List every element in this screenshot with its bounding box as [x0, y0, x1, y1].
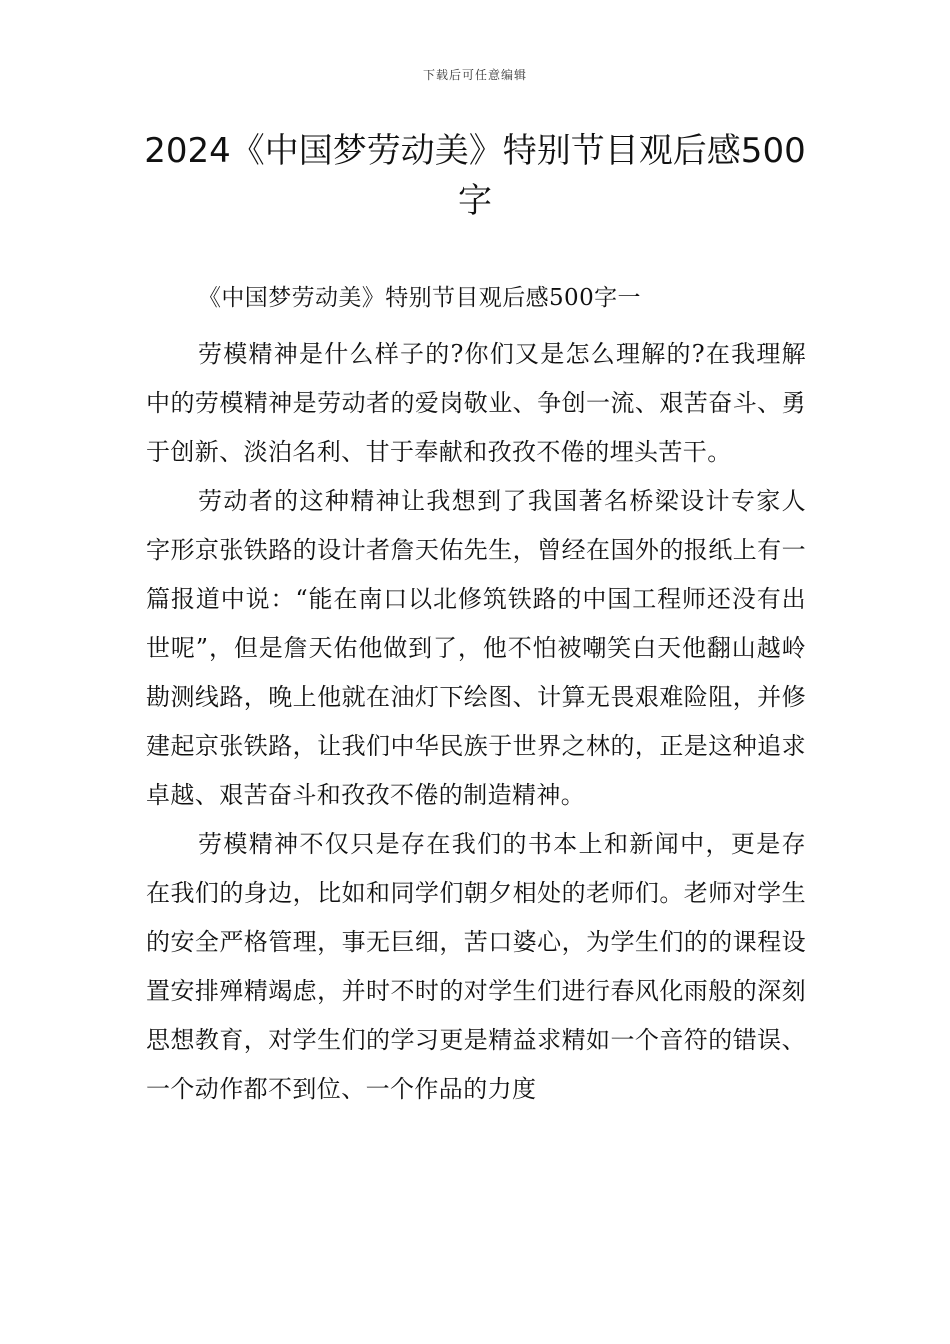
- document-body: [146, 278, 806, 1114]
- paragraph-2: 劳动者的这种精神让我想到了我国著名桥梁设计专家人字形京张铁路的设计者詹天佑先生，曾经在国外的报纸上有一篇报道中说：“能在南口以北修筑铁路的中国工程师还没有出世呢”，但是詹天佑他做到了，他不怕被嘲笑白天他翻山越岭勘测线路，晚上他就在油灯下绘图、计算无畏艰难险阻，并修建起京张铁路，让我们中华民族于世界之林的，正是这种追求卓越、艰苦奋斗和孜孜不倦的制造精神。: [146, 487, 806, 809]
- paragraph-3: 劳模精神不仅只是存在我们的书本上和新闻中，更是存在我们的身边，比如和同学们朝夕相处的老师们。老师对学生的安全严格管理，事无巨细，苦口婆心，为学生们的的课程设置安排殚精竭虑，并时不时的对学生们进行春风化雨般的深刻思想教育，对学生们的学习更是精益求精如一个音符的错误、一个动作都不到位、一个作品的力度: [146, 830, 806, 1103]
- header-note: 下载后可任意编辑: [422, 68, 527, 82]
- section-subtitle: 《中国梦劳动美》特别节目观后感500字一: [198, 285, 641, 311]
- document-title: 2024《中国梦劳动美》特别节目观后感500字: [144, 131, 806, 221]
- paragraph-1: 劳模精神是什么样子的?你们又是怎么理解的?在我理解中的劳模精神是劳动者的爱岗敬业、争创一流、艰苦奋斗、勇于创新、淡泊名利、甘于奉献和孜孜不倦的埋头苦干。: [146, 340, 806, 466]
